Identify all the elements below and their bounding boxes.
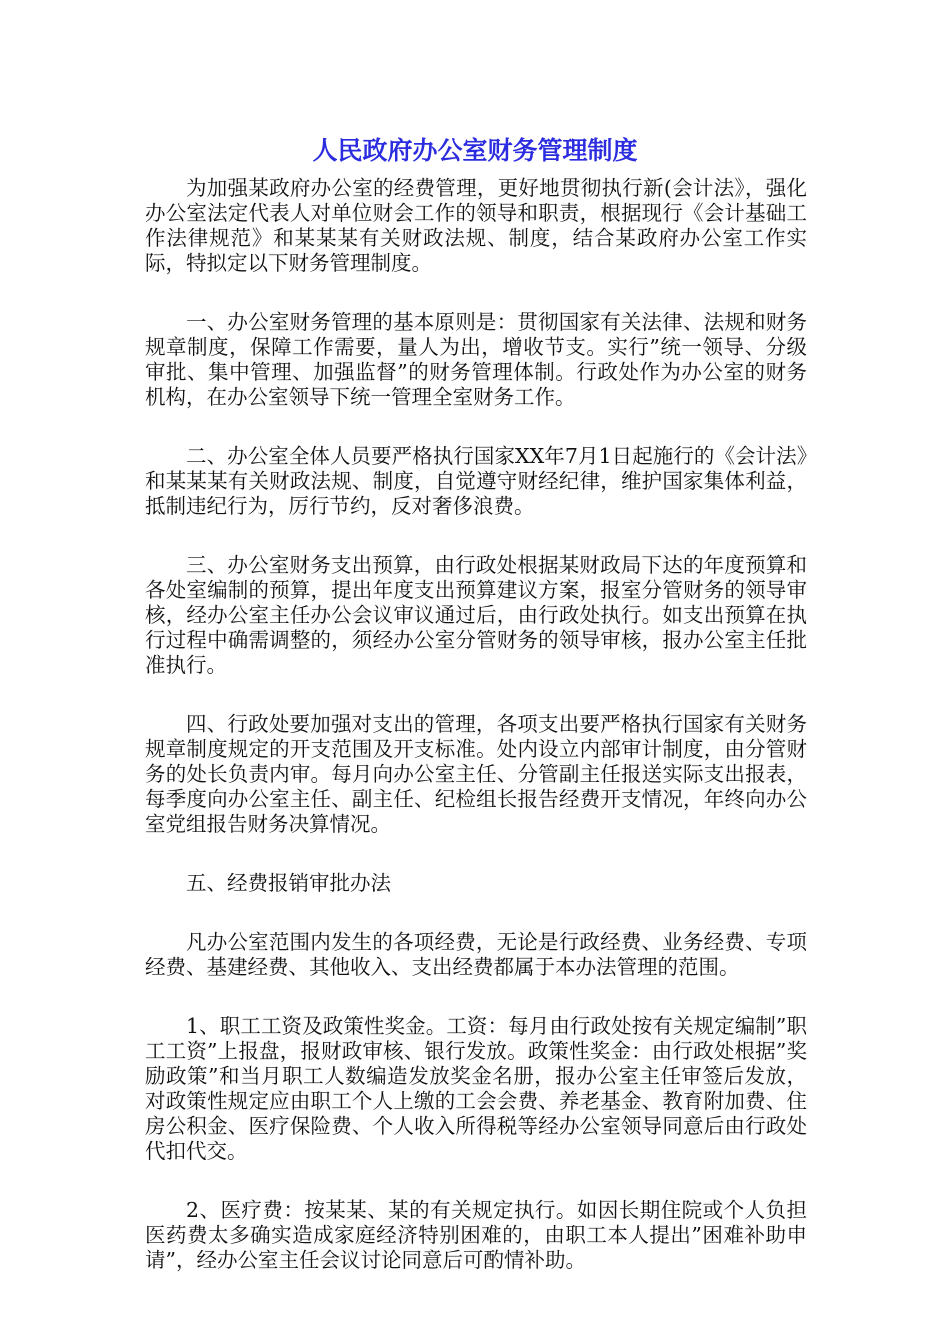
document-body — [145, 176, 807, 1273]
paragraph-section-heading: 五、经费报销审批办法 — [186, 871, 391, 895]
paragraph-intro: 为加强某政府办公室的经费管理，更好地贯彻执行新(会计法》，强化办公室法定代表人对单位财会工作的领导和职责，根据现行《会计基础工作法律规范》和某某某有关财政法规、制度，结合某政府办公室工作实际，特拟定以下财务管理制度。 — [145, 176, 807, 275]
paragraph-medical: 2、医疗费：按某某、某的有关规定执行。如因长期住院或个人负担医药费太多确实造成家庭经济特别困难的，由职工本人提出”困难补助申请”，经办公室主任会议讨论同意后可酌情补助。 — [145, 1198, 807, 1272]
paragraph-budget: 三、办公室财务支出预算，由行政处根据某财政局下达的年度预算和各处室编制的预算，提出年度支出预算建议方案，报室分管财务的领导审核，经办公室主任办公会议审议通过后，由行政处执行。如支出预算在执行过程中确需调整的，须经办公室分管财务的领导审核，报办公室主任批准执行。 — [145, 553, 807, 677]
paragraph-expenditure-management: 四、行政处要加强对支出的管理，各项支出要严格执行国家有关财务规章制度规定的开支范围及开支标准。处内设立内部审计制度，由分管财务的处长负责内审。每月向办公室主任、分管副主任报送实际支出报表，每季度向办公室主任、副主任、纪检组长报告经费开支情况，年终向办公室党组报告财务决算情况。 — [145, 712, 807, 836]
document-title: 人民政府办公室财务管理制度 — [312, 136, 638, 165]
paragraph-principles: 一、办公室财务管理的基本原则是：贯彻国家有关法律、法规和财务规章制度，保障工作需要，量人为出，增收节支。实行”统一领导、分级审批、集中管理、加强监督”的财务管理体制。行政处作为办公室的财务机构，在办公室领导下统一管理全室财务工作。 — [145, 310, 807, 409]
paragraph-accounting-law: 二、办公室全体人员要严格执行国家XX年7月1日起施行的《会计法》和某某某有关财政法规、制度，自觉遵守财经纪律，维护国家集体利益，抵制违纪行为，厉行节约，反对奢侈浪费。 — [145, 444, 807, 518]
paragraph-scope: 凡办公室范围内发生的各项经费，无论是行政经费、业务经费、专项经费、基建经费、其他收入、支出经费都属于本办法管理的范围。 — [145, 930, 807, 979]
paragraph-wages: 1、职工工资及政策性奖金。工资：每月由行政处按有关规定编制”职工工资”上报盘，报财政审核、银行发放。政策性奖金：由行政处根据”奖励政策”和当月职工人数编造发放奖金名册，报办公室主任审签后发放，对政策性规定应由职工个人上缴的工会会费、养老基金、教育附加费、住房公积金、医疗保险费、个人收入所得税等经办公室领导同意后由行政处代扣代交。 — [145, 1014, 807, 1163]
